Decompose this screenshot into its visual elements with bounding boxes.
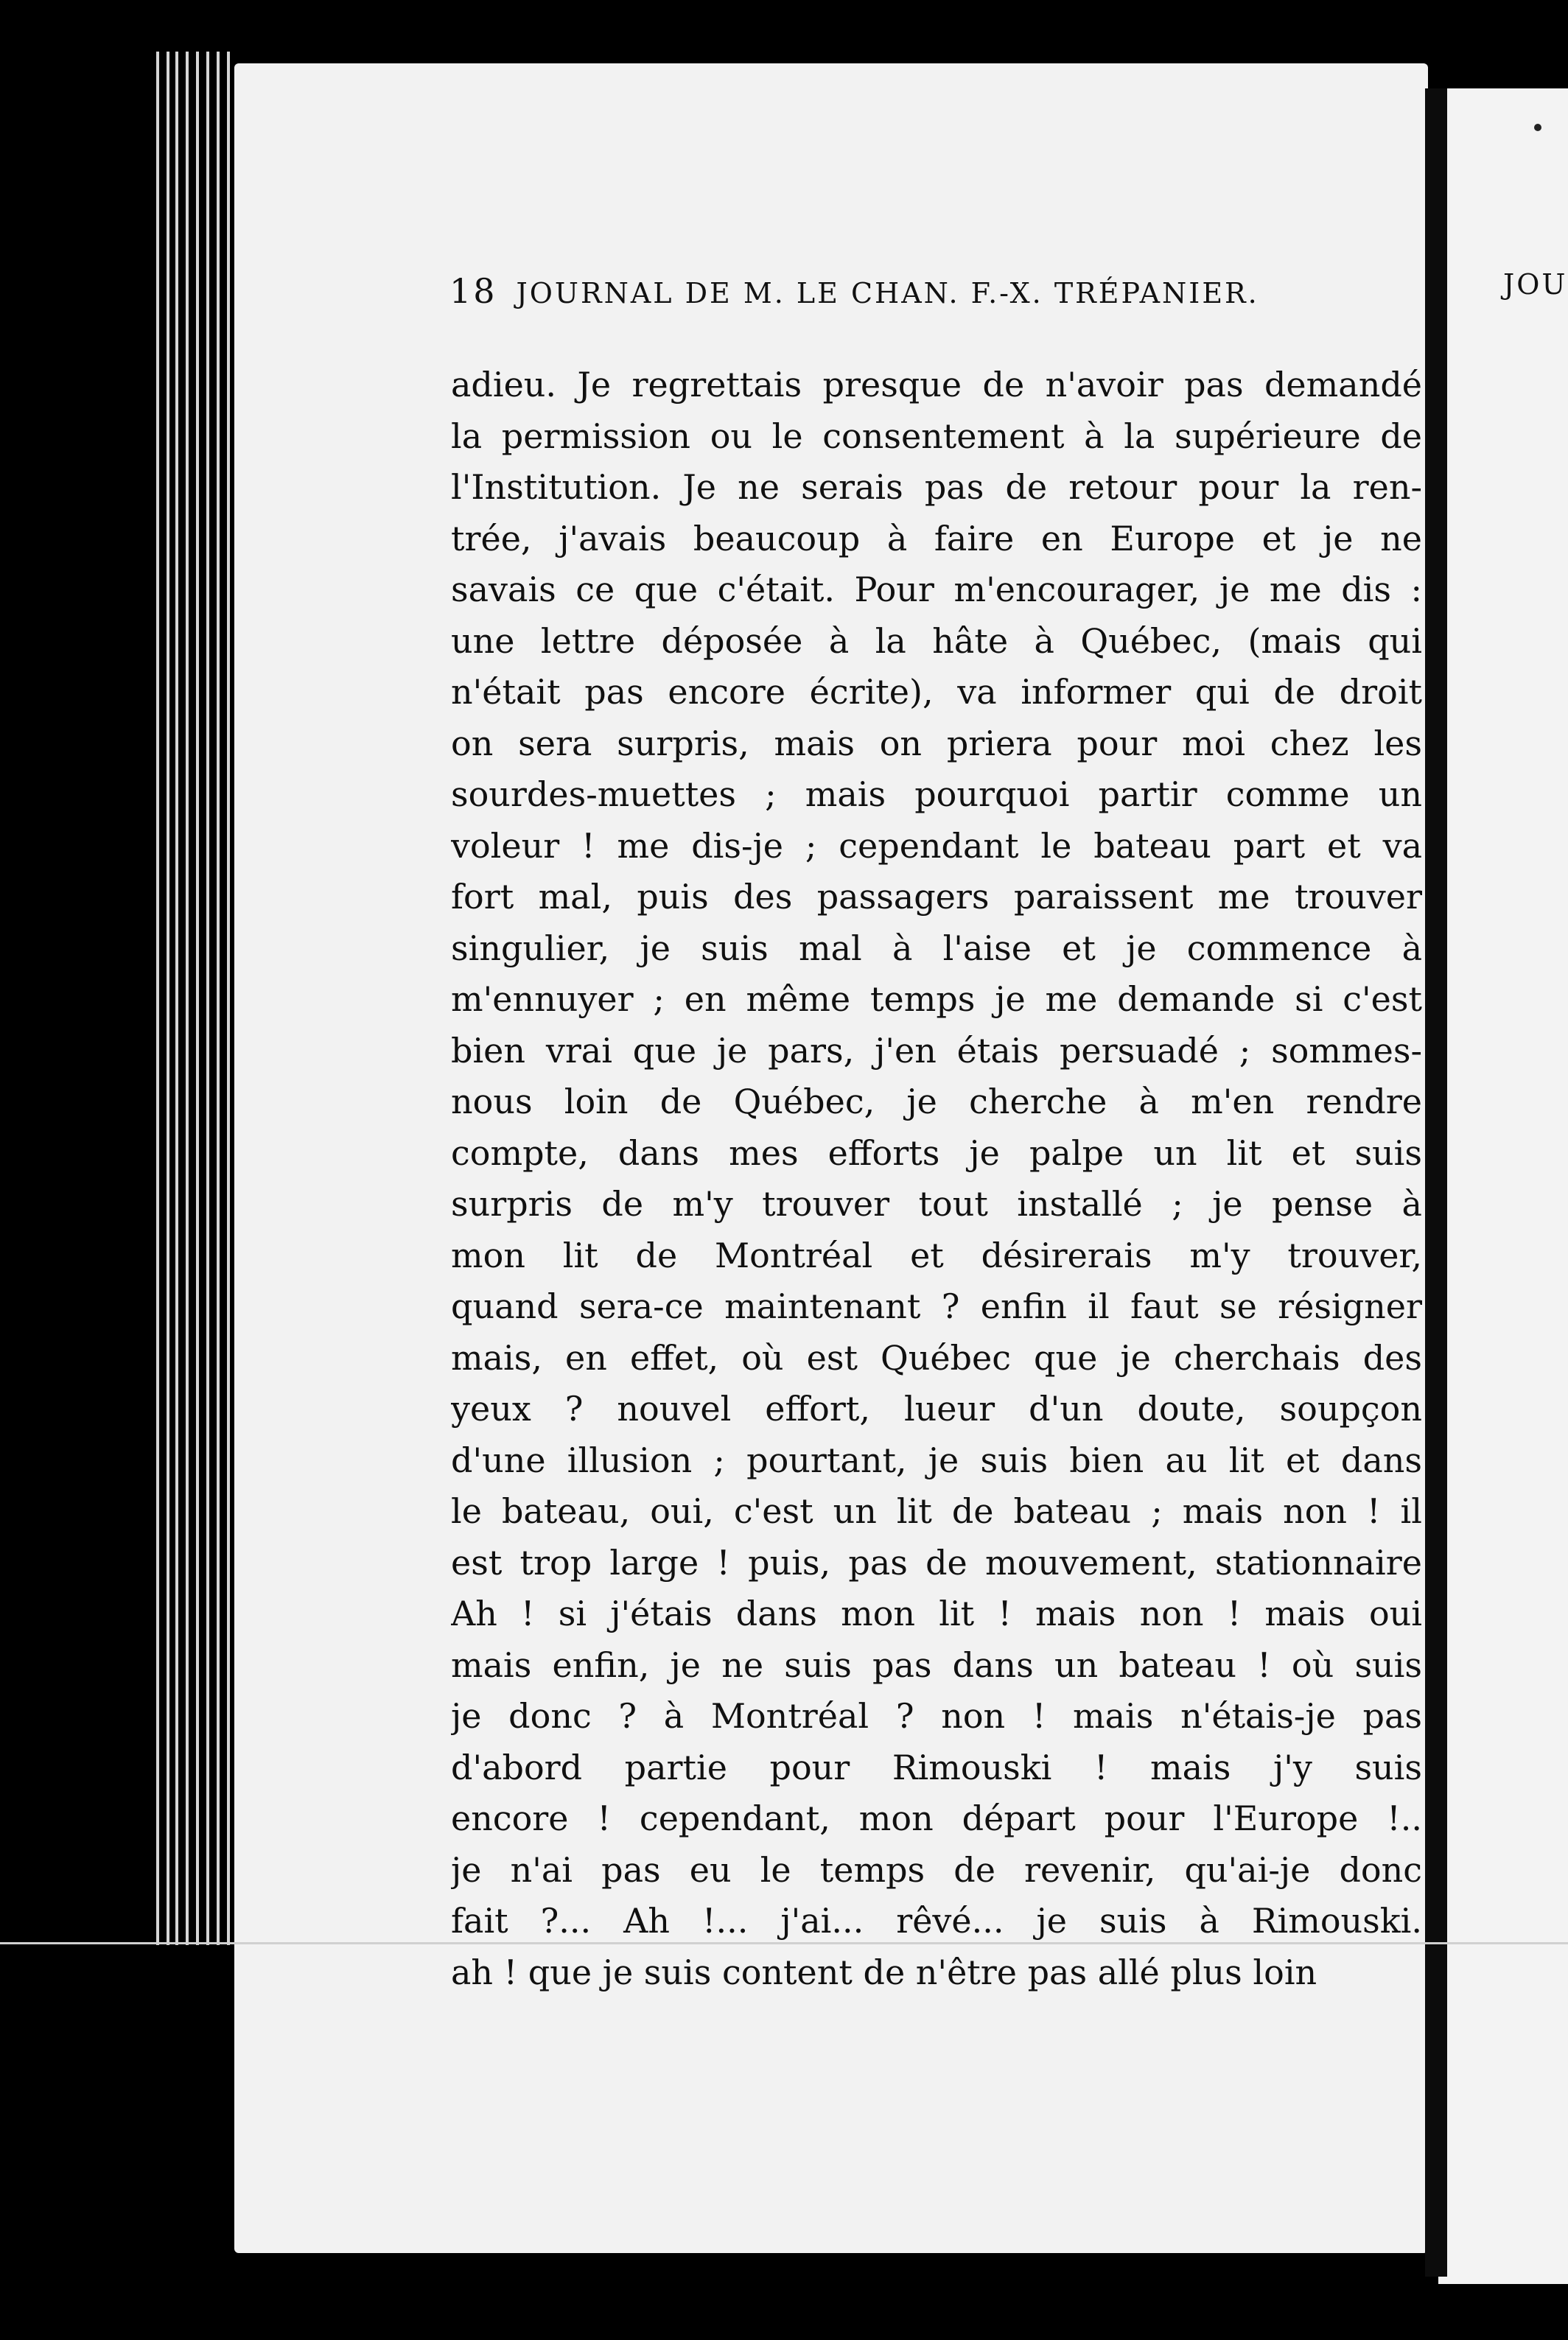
- text-line: trée, j'avais beaucoup à faire en Europe et je ne: [451, 518, 1422, 558]
- text-line: fait ?... Ah !... j'ai... rêvé... je suis à Rimouski.: [451, 1901, 1422, 1941]
- text-line: d'une illusion ; pourtant, je suis bien au lit et dans: [451, 1440, 1422, 1480]
- text-line: savais ce que c'était. Pour m'encourager, je me dis :: [451, 570, 1422, 609]
- text-line: est trop large ! puis, pas de mouvement, stationnaire: [451, 1542, 1422, 1583]
- text-line: Ah ! si j'étais dans mon lit ! mais non ! mais oui: [451, 1594, 1422, 1633]
- ink-speck: [1534, 124, 1541, 131]
- page-edges: [156, 52, 245, 1945]
- right-page: [1438, 88, 1568, 2284]
- text-line: sourdes-muettes ; mais pourquoi partir comme un: [451, 774, 1422, 814]
- text-line: surpris de m'y trouver tout installé ; je pense à: [451, 1184, 1422, 1224]
- text-line: n'était pas encore écrite), va informer qui de droit: [451, 672, 1422, 712]
- text-line: fort mal, puis des passagers paraissent me trouver: [451, 877, 1422, 917]
- text-line: une lettre déposée à la hâte à Québec, (mais qui: [451, 620, 1422, 661]
- text-line: m'ennuyer ; en même temps je me demande si c'est: [451, 979, 1422, 1019]
- text-line: le bateau, oui, c'est un lit de bateau ; mais non ! il: [451, 1491, 1422, 1531]
- text-line: singulier, je suis mal à l'aise et je commence à: [451, 928, 1422, 968]
- body-text: [451, 360, 1422, 1998]
- text-line: je n'ai pas eu le temps de revenir, qu'ai-je donc: [451, 1849, 1422, 1890]
- text-line: nous loin de Québec, je cherche à m'en rendre: [451, 1082, 1422, 1121]
- text-line: mais enfin, je ne suis pas dans un bateau ! où suis: [451, 1644, 1422, 1685]
- text-line: quand sera-ce maintenant ? enfin il faut se résigner: [451, 1286, 1422, 1326]
- facing-page-header: JOU: [1503, 268, 1568, 301]
- text-line: compte, dans mes efforts je palpe un lit et suis: [451, 1132, 1422, 1173]
- text-line: ah ! que je suis content de n'être pas allé plus loin: [451, 1952, 1317, 1992]
- running-header: [449, 271, 1429, 323]
- text-line: mais, en effet, où est Québec que je cherchais des: [451, 1337, 1422, 1378]
- text-line: adieu. Je regrettais presque de n'avoir pas demandé: [451, 365, 1422, 404]
- gutter-shadow: [1425, 88, 1447, 2277]
- text-line: on sera surpris, mais on priera pour moi chez les: [451, 723, 1422, 763]
- text-line: yeux ? nouvel effort, lueur d'un doute, soupçon: [451, 1389, 1422, 1429]
- text-line: d'abord partie pour Rimouski ! mais j'y suis: [451, 1747, 1422, 1787]
- text-line: la permission ou le consentement à la supérieure de: [451, 416, 1422, 456]
- running-title: JOURNAL DE M. LE CHAN. F.-X. TRÉPANIER.: [516, 277, 1259, 309]
- text-line: mon lit de Montréal et désirerais m'y trouver,: [451, 1235, 1422, 1275]
- text-line: bien vrai que je pars, j'en étais persuadé ; sommes-: [451, 1030, 1422, 1071]
- text-line: je donc ? à Montréal ? non ! mais n'étais-je pas: [451, 1696, 1422, 1736]
- text-line: encore ! cependant, mon départ pour l'Europe !..: [451, 1798, 1422, 1838]
- scan-artifact-line: [0, 1942, 1568, 1944]
- text-line: voleur ! me dis-je ; cependant le bateau part et va: [451, 825, 1422, 866]
- text-line: l'Institution. Je ne serais pas de retour pour la ren-: [451, 467, 1422, 507]
- page-number: 18: [449, 271, 497, 311]
